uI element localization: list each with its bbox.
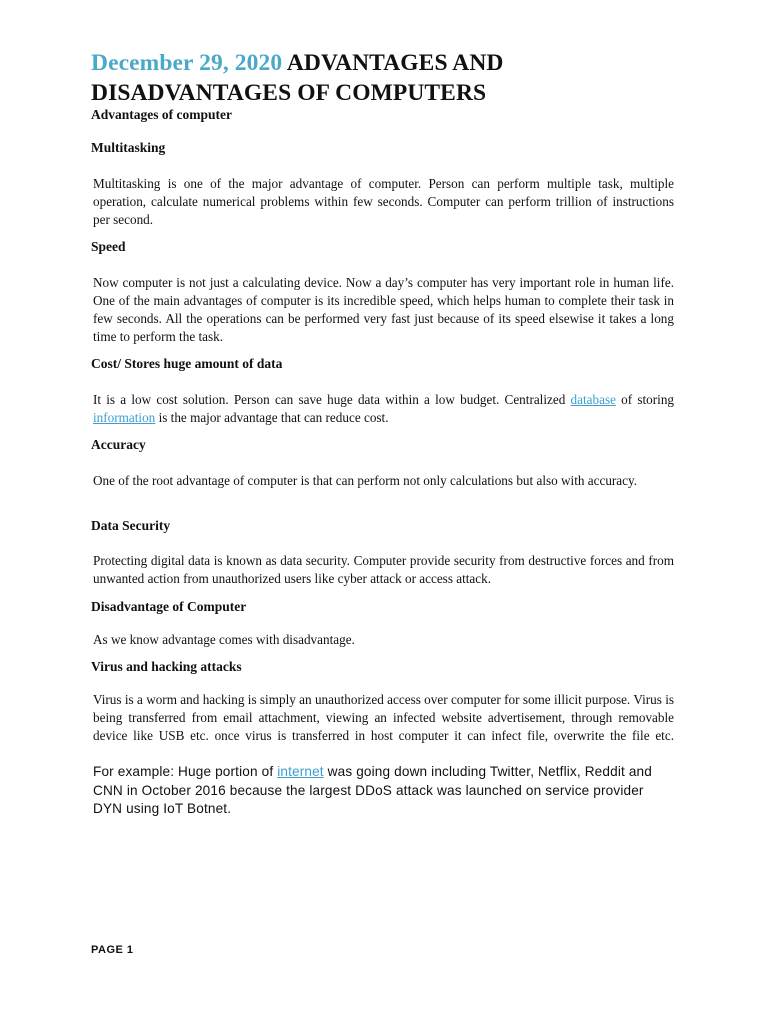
example-text-1: For example: Huge portion of xyxy=(93,764,278,779)
speed-body: Now computer is not just a calculating device. Now a day’s computer has very important role in human life. One of the main advantages of computer is its incredible speed, which helps human to complete their task in few seconds. All the operations can be performed very fast just because of its speed elsewise it takes a long time to perform the task. xyxy=(93,275,674,344)
page-number: PAGE 1 xyxy=(91,944,134,956)
post-date: December 29, 2020 xyxy=(91,50,283,76)
page-title xyxy=(91,48,691,108)
accuracy-body: One of the root advantage of computer is that can perform not only calculations but also with accuracy. xyxy=(93,473,638,488)
cost-heading: Cost/ Stores huge amount of data xyxy=(91,356,283,371)
title-text: ADVANTAGES AND DISADVANTAGES OF COMPUTERS xyxy=(91,50,504,106)
example-text-2: was going down including Twitter, Netflix, Reddit and CNN in October 2016 because the largest DDoS attack was launched on service provider DYN using IoT Botnet. xyxy=(93,764,652,816)
cost-text-3: is the major advantage that can reduce cost. xyxy=(155,410,389,425)
disadvantage-body: As we know advantage comes with disadvantage. xyxy=(93,632,355,647)
speed-heading: Speed xyxy=(91,239,126,254)
multitasking-heading: Multitasking xyxy=(91,140,166,155)
disadvantage-heading: Disadvantage of Computer xyxy=(91,599,247,614)
accuracy-heading: Accuracy xyxy=(91,437,146,452)
information-link[interactable]: information xyxy=(93,410,156,425)
database-link[interactable]: database xyxy=(570,392,616,407)
advantages-heading: Advantages of computer xyxy=(91,107,232,122)
cost-text-2: of storing xyxy=(615,392,675,407)
cost-text-1: It is a low cost solution. Person can save huge data within a low budget. Centralized xyxy=(93,392,571,407)
cost-body xyxy=(93,391,674,427)
internet-link[interactable]: internet xyxy=(277,764,324,779)
data-security-body: Protecting digital data is known as data security. Computer provide security from destructive forces and from unwanted action from unauthorized users like cyber attack or access attack. xyxy=(93,553,674,586)
virus-body: Virus is a worm and hacking is simply an unauthorized access over computer for some illicit purpose. Virus is being transferred from email attachment, viewing an infected website advertisement, through removable device like USB etc. once virus is transferred in host computer it can infect file, overwrite the file etc. xyxy=(93,692,674,743)
virus-heading: Virus and hacking attacks xyxy=(91,659,242,674)
data-security-heading: Data Security xyxy=(91,518,171,533)
multitasking-body: Multitasking is one of the major advantage of computer. Person can perform multiple task, multiple operation, calculate numerical problems within few seconds. Computer can perform trillion of instructions per second. xyxy=(93,176,674,227)
virus-example xyxy=(93,763,674,819)
